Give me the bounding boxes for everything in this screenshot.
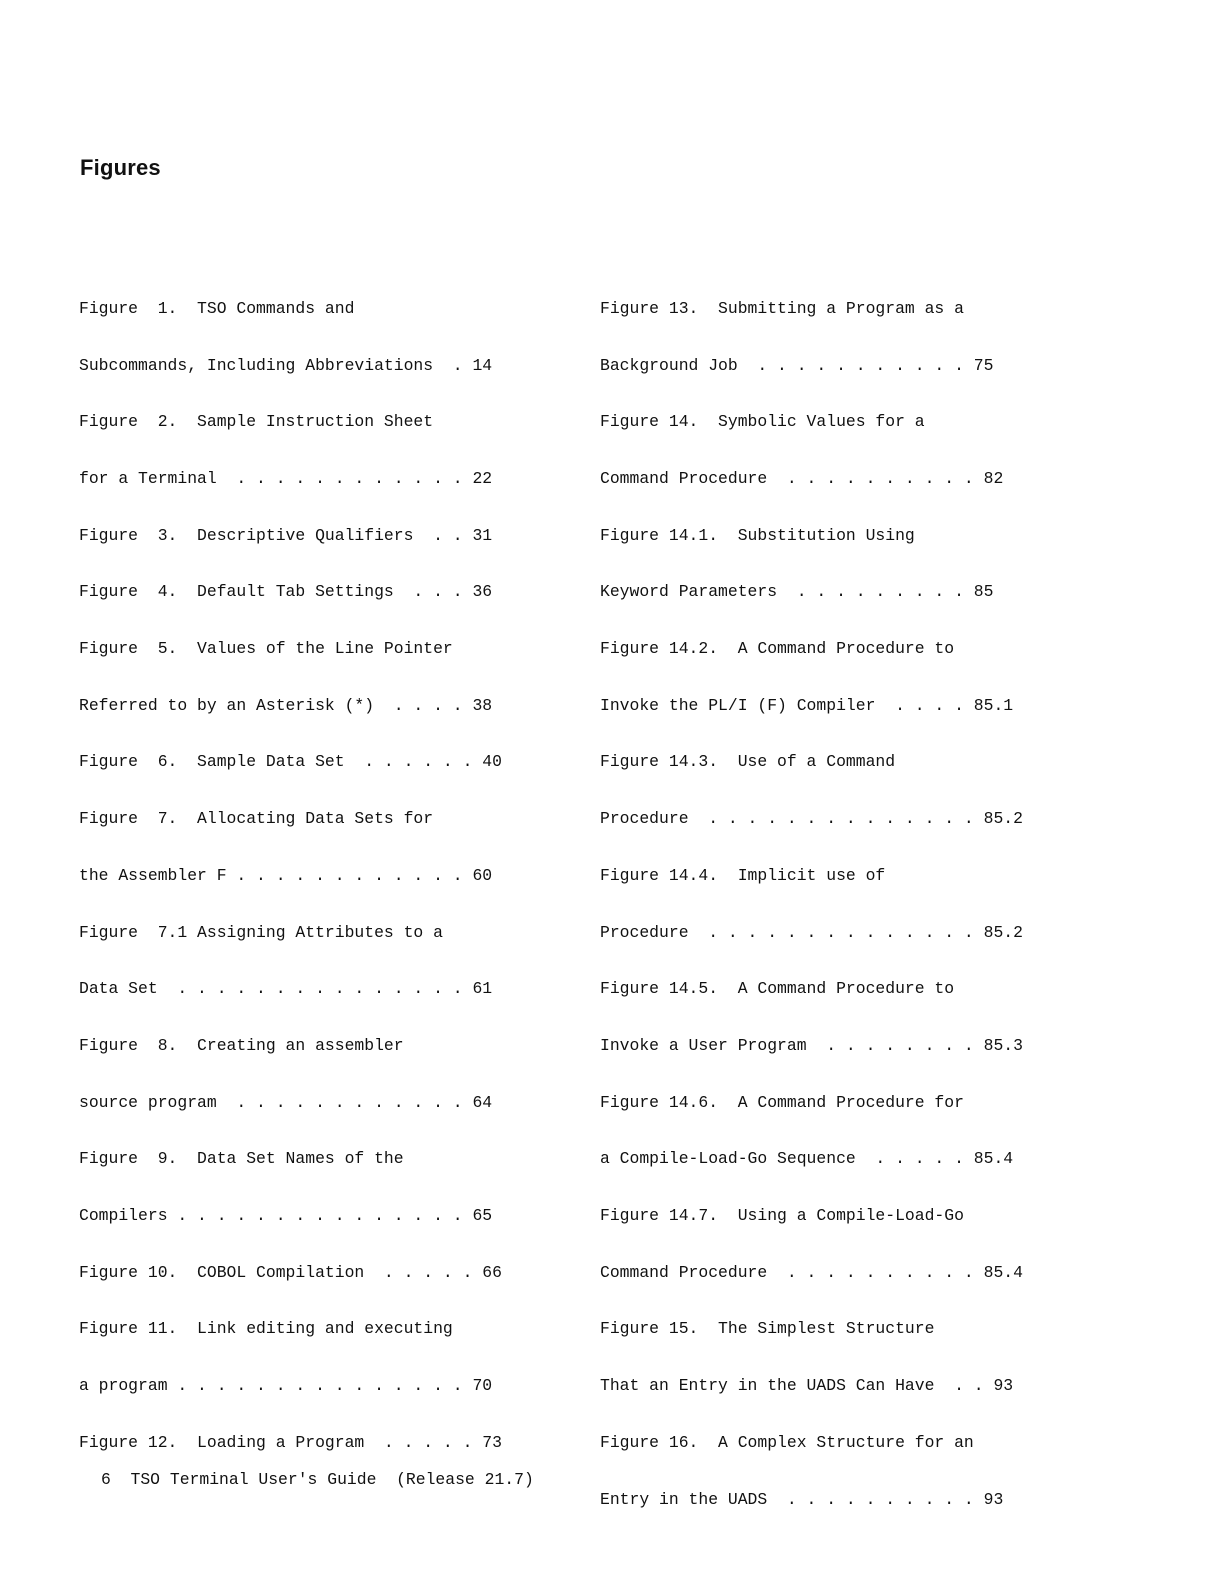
page-footer: 6 TSO Terminal User's Guide (Release 21.7): [101, 1470, 534, 1489]
toc-line: Figure 16. A Complex Structure for an: [600, 1432, 974, 1452]
toc-line: Compilers . . . . . . . . . . . . . . . 65: [79, 1206, 493, 1226]
toc-line: Command Procedure . . . . . . . . . . 85.4: [600, 1262, 1023, 1282]
toc-line: Invoke a User Program . . . . . . . . 85.3: [600, 1035, 1023, 1055]
page-heading: Figures: [80, 155, 161, 180]
toc-line: Figure 14.2. A Command Procedure to: [600, 639, 955, 659]
toc-line: Command Procedure . . . . . . . . . . 82: [600, 468, 1004, 488]
toc-line: Invoke the PL/I (F) Compiler . . . . 85.1: [600, 695, 1014, 715]
toc-line: That an Entry in the UADS Can Have . . 93: [600, 1376, 1014, 1396]
toc-line: Figure 8. Creating an assembler: [79, 1035, 404, 1055]
toc-line: Figure 15. The Simplest Structure: [600, 1319, 935, 1339]
toc-line: a program . . . . . . . . . . . . . . . 70: [79, 1376, 493, 1396]
toc-line: Figure 12. Loading a Program . . . . . 73: [79, 1432, 502, 1452]
toc-line: Keyword Parameters . . . . . . . . . 85: [600, 582, 994, 602]
toc-line: source program . . . . . . . . . . . . 64: [79, 1092, 493, 1112]
toc-line: Figure 14.6. A Command Procedure for: [600, 1092, 964, 1112]
toc-line: Entry in the UADS . . . . . . . . . . 93: [600, 1489, 1004, 1509]
toc-line: Figure 9. Data Set Names of the: [79, 1149, 404, 1169]
toc-line: Procedure . . . . . . . . . . . . . . 85.2: [600, 809, 1023, 829]
toc-line: Figure 7.1 Assigning Attributes to a: [79, 922, 443, 942]
toc-line: Figure 14.5. A Command Procedure to: [600, 979, 955, 999]
toc-line: a Compile-Load-Go Sequence . . . . . 85.4: [600, 1149, 1014, 1169]
toc-line: for a Terminal . . . . . . . . . . . . 22: [79, 468, 493, 488]
toc-line: Figure 14.7. Using a Compile-Load-Go: [600, 1206, 964, 1226]
toc-line: Figure 5. Values of the Line Pointer: [79, 639, 453, 659]
toc-line: Referred to by an Asterisk (*) . . . . 38: [79, 695, 493, 715]
figure-list-right: [600, 262, 1023, 1528]
toc-line: Data Set . . . . . . . . . . . . . . . 61: [79, 979, 493, 999]
toc-line: Figure 13. Submitting a Program as a: [600, 298, 964, 318]
toc-line: Figure 4. Default Tab Settings . . . 36: [79, 582, 493, 602]
toc-line: Figure 11. Link editing and executing: [79, 1319, 453, 1339]
toc-line: Figure 2. Sample Instruction Sheet: [79, 412, 434, 432]
toc-line: Figure 1. TSO Commands and: [79, 298, 355, 318]
toc-line: Procedure . . . . . . . . . . . . . . 85.2: [600, 922, 1023, 942]
toc-line: Figure 10. COBOL Compilation . . . . . 66: [79, 1262, 502, 1282]
toc-line: Figure 14.3. Use of a Command: [600, 752, 896, 772]
toc-line: Figure 14. Symbolic Values for a: [600, 412, 925, 432]
figure-list-left: [79, 262, 502, 1472]
toc-line: Figure 14.4. Implicit use of: [600, 865, 886, 885]
toc-line: Figure 14.1. Substitution Using: [600, 525, 915, 545]
toc-line: Background Job . . . . . . . . . . . 75: [600, 355, 994, 375]
toc-line: Figure 7. Allocating Data Sets for: [79, 809, 434, 829]
toc-line: Subcommands, Including Abbreviations . 14: [79, 355, 493, 375]
toc-line: Figure 6. Sample Data Set . . . . . . 40: [79, 752, 502, 772]
toc-line: the Assembler F . . . . . . . . . . . . 60: [79, 865, 493, 885]
toc-line: Figure 3. Descriptive Qualifiers . . 31: [79, 525, 493, 545]
